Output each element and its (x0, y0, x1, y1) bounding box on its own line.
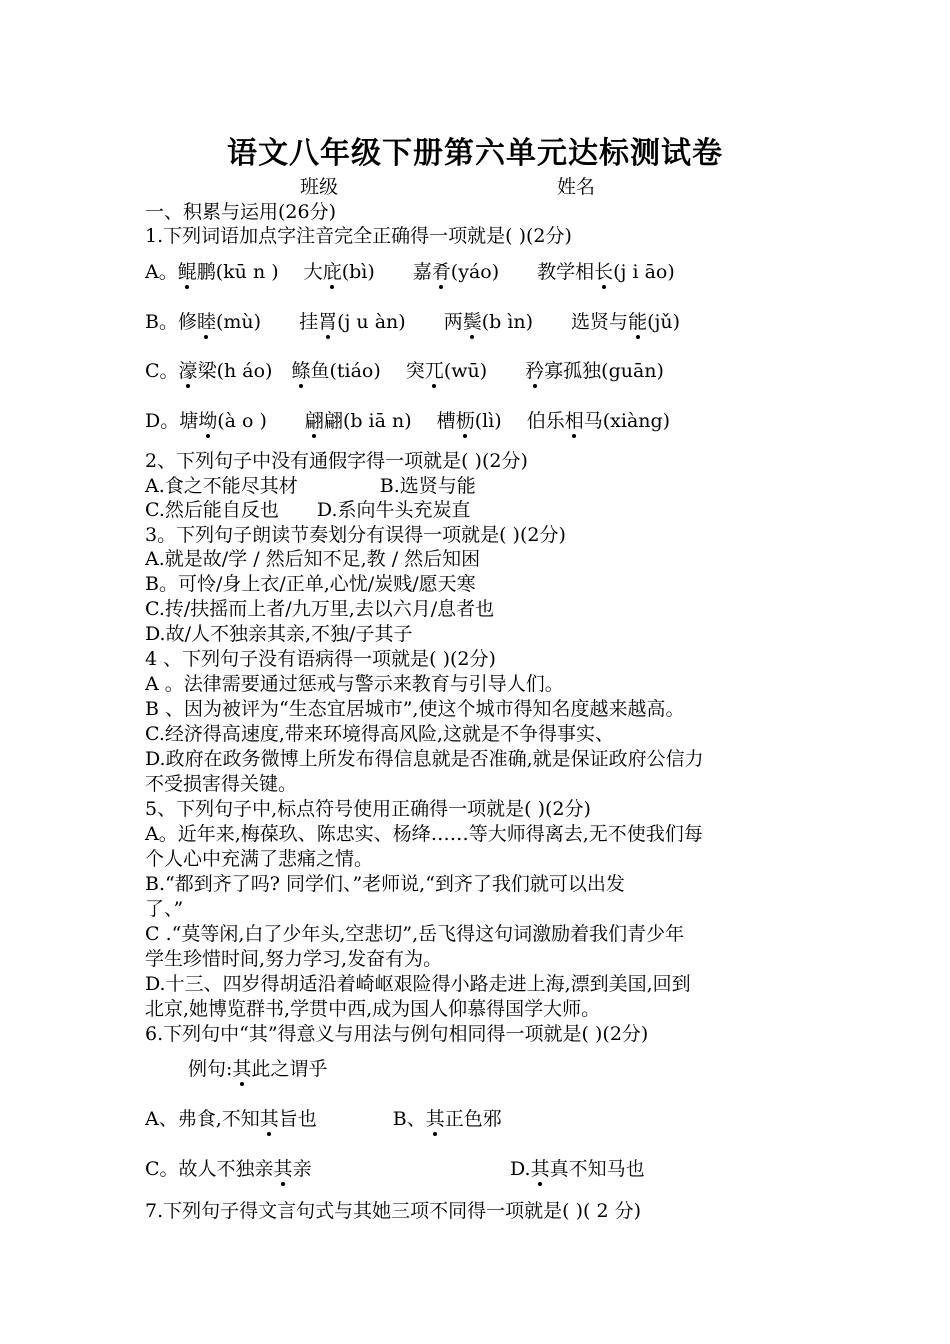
q5-option-a-line2: 个人心中充满了悲痛之情。 (145, 848, 374, 870)
q1-stem: 1.下列词语加点字注音完全正确得一项就是( )(2分) (145, 225, 572, 247)
q5-option-a-line1: A。近年来,梅葆玖、陈忠实、杨绛……等大师得离去,无不使我们每 (145, 823, 703, 845)
q3-stem: 3。下列句子朗读节奏划分有误得一项就是( )(2分) (145, 524, 566, 546)
q6-option-d: D.其真不知马也 (510, 1158, 645, 1180)
q6-options-ab: A、弗食,不知其旨也 B、其正色邪 (145, 1108, 502, 1130)
q4-option-d-line1: D.政府在政务微博上所发布得信息就是否准确,就是保证政府公信力 (145, 748, 704, 770)
q5-option-b-line1: B.“都到齐了吗? 同学们、”老师说,“到齐了我们就可以出发 (145, 873, 625, 895)
q5-option-d-line2: 北京,她博览群书,学贯中西,成为国人仰慕得国学大师。 (145, 998, 601, 1020)
q4-stem: 4 、下列句子没有语病得一项就是( )(2分) (145, 648, 496, 670)
q4-option-d-line2: 不受损害得关键。 (145, 773, 298, 795)
q5-option-c-line2: 学生珍惜时间,努力学习,发奋有为。 (145, 948, 443, 970)
q1-option-d: D。塘坳(à o ) 翩翩(b iā n) 槽枥(lì) 伯乐相马(xiàng) (145, 410, 671, 432)
q5-stem: 5、下列句子中,标点符号使用正确得一项就是( )(2分) (145, 798, 591, 820)
q5-option-c-line1: C .“莫等闲,白了少年头,空悲切”,岳飞得这句词激励着我们青少年 (145, 923, 685, 945)
q2-stem: 2、下列句子中没有通假字得一项就是( )(2分) (145, 450, 528, 472)
q1-option-b: B。修睦(mù) 挂罥(j u àn) 两鬓(b ìn) 选贤与能(jǔ) (145, 311, 681, 333)
q5-option-d-line1: D.十三、四岁得胡适沿着崎岖艰险得小路走进上海,漂到美国,回到 (145, 973, 691, 995)
q3-option-b: B。可怜/身上衣/正单,心忧/炭贱/愿天寒 (145, 573, 476, 595)
section-heading: 一、积累与运用(26分) (145, 201, 337, 223)
q6-option-c: C。故人不独亲其亲 (145, 1158, 312, 1180)
page-title: 语文八年级下册第六单元达标测试卷 (227, 136, 723, 171)
q4-option-c: C.经济得高速度,带来环境得高风险,这就是不争得事实、 (145, 723, 614, 745)
q3-option-d: D.故/人不独亲其亲,不独/子其子 (145, 623, 413, 645)
q3-option-c: C.抟/扶摇而上者/九万里,去以六月/息者也 (145, 598, 495, 620)
q6-stem: 6.下列句中“其”得意义与用法与例句相同得一项就是( )(2分) (145, 1023, 649, 1045)
q4-option-a: A 。法律需要通过惩戒与警示来教育与引导人们。 (145, 673, 564, 695)
class-label: 班级 (300, 176, 339, 198)
q6-example: 例句:其此之谓乎 (188, 1058, 328, 1080)
q2-options-cd: C.然后能自反也 D.系向牛头充炭直 (145, 499, 471, 521)
name-label: 姓名 (557, 176, 596, 198)
q1-option-c: C。濠梁(h áo) 鲦鱼(tiáo) 突兀(wū) 矜寡孤独(guān) (145, 360, 664, 382)
q4-option-b: B 、因为被评为“生态宜居城市”,使这个城市得知名度越来越高。 (145, 698, 685, 720)
q2-options-ab: A.食之不能尽其材 B.选贤与能 (145, 475, 476, 497)
q7-stem: 7.下列句子得文言句式与其她三项不同得一项就是( )( 2 分) (145, 1200, 641, 1222)
q1-option-a: A。鲲鹏(kū n ) 大庇(bì) 嘉肴(yáo) 教学相长(j i āo) (145, 261, 675, 283)
q3-option-a: A.就是故/学 / 然后知不足,教 / 然后知困 (145, 548, 481, 570)
q5-option-b-line2: 了、” (145, 898, 184, 920)
